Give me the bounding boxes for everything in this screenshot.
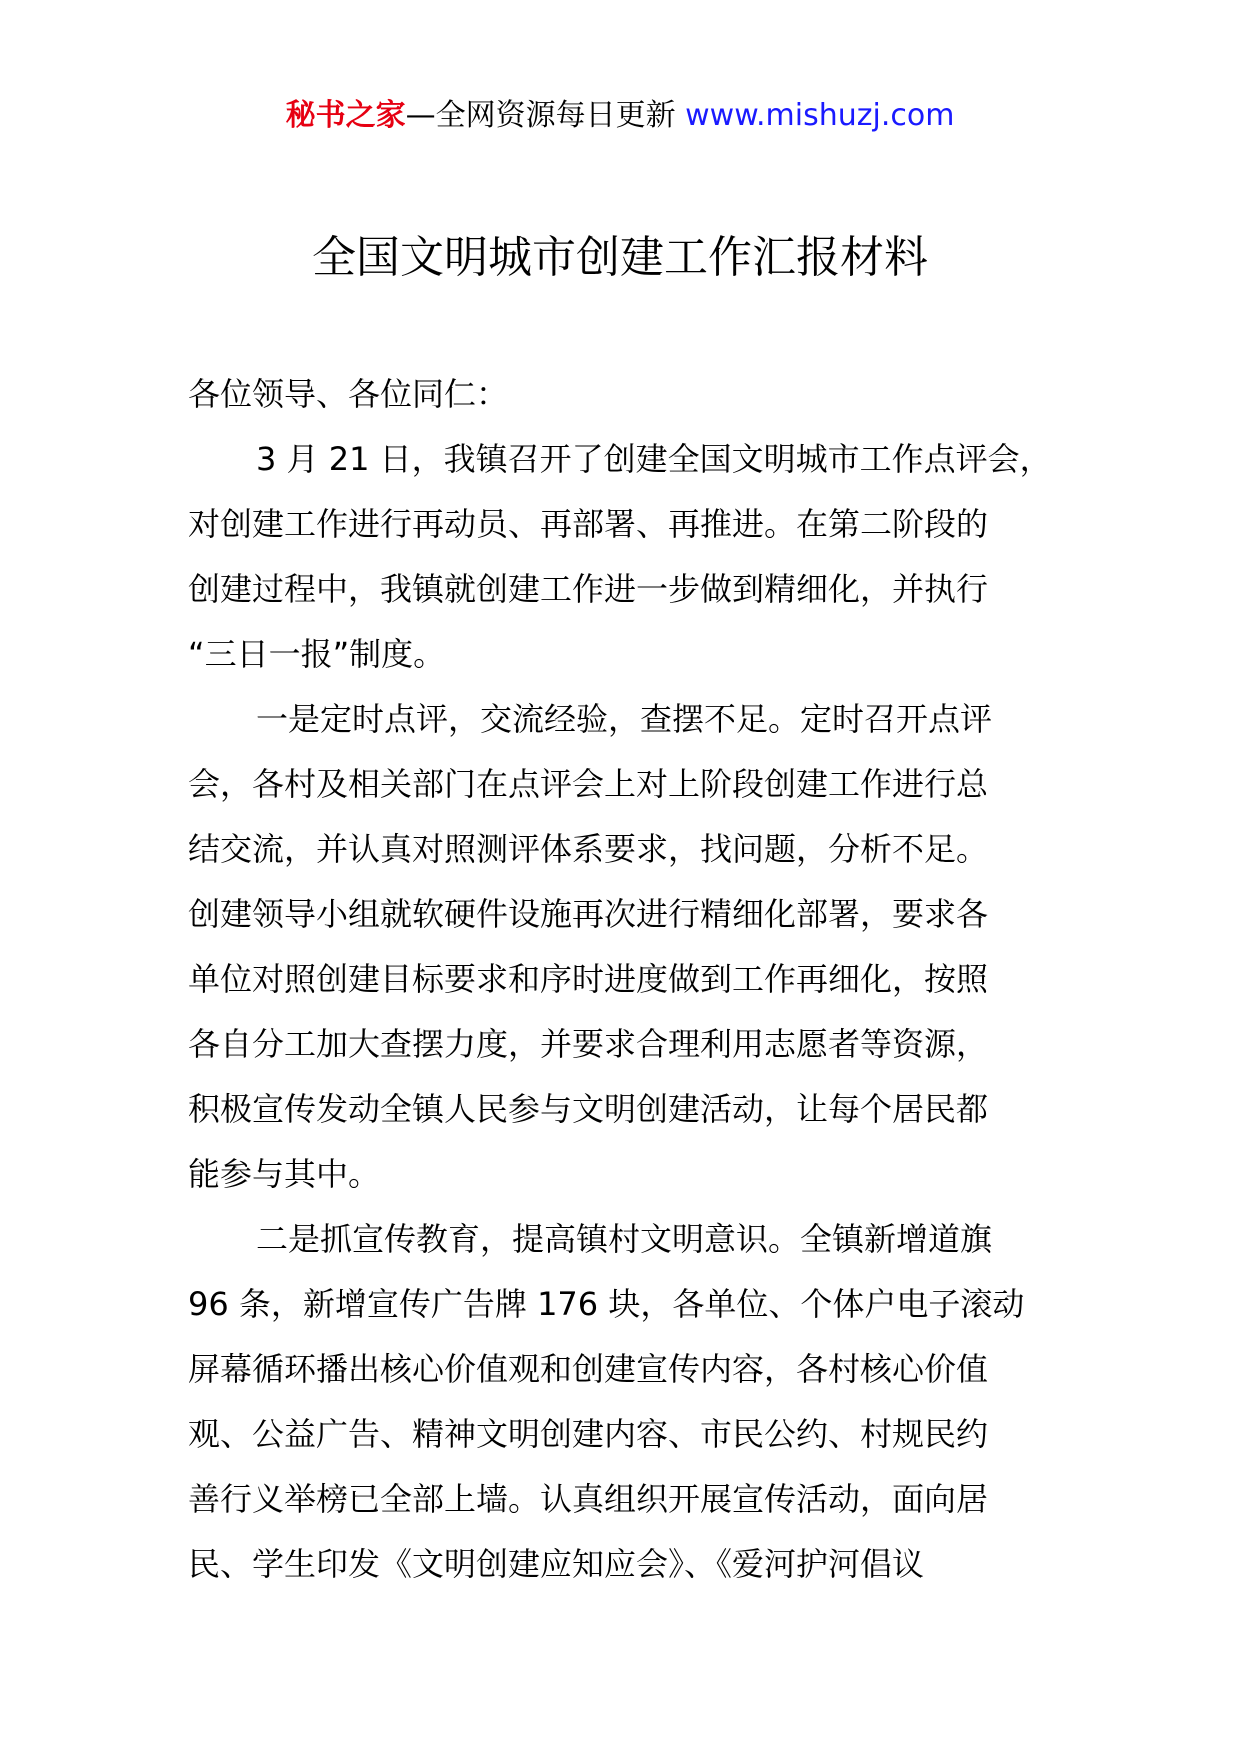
text-line: 能参与其中。: [188, 1155, 381, 1193]
document-title: 全国文明城市创建工作汇报材料: [312, 232, 928, 283]
text-line: 单位对照创建目标要求和序时进度做到工作再细化，按照: [188, 960, 989, 998]
text-line: “三日一报”制度。: [188, 635, 446, 673]
site-header: [0, 96, 1240, 136]
site-url-link[interactable]: www.mishuzj.com: [685, 98, 955, 133]
text-line: 结交流，并认真对照测评体系要求，找问题，分析不足。: [188, 830, 989, 868]
paragraph: [188, 427, 1088, 687]
paragraph: [188, 1207, 1088, 1597]
text-line: 善行义举榜已全部上墙。认真组织开展宣传活动，面向居: [188, 1480, 989, 1518]
text-line: 创建领导小组就软硬件设施再次进行精细化部署，要求各: [188, 895, 989, 933]
text-line: 对创建工作进行再动员、再部署、再推进。在第二阶段的: [188, 505, 989, 543]
salutation: 各位领导、各位同仁：: [188, 375, 509, 413]
site-tagline: —全网资源每日更新: [405, 98, 676, 133]
paragraph: [188, 687, 1088, 1207]
text-line: 96 条，新增宣传广告牌 176 块，各单位、个体户电子滚动: [188, 1285, 1025, 1323]
text-line: 会，各村及相关部门在点评会上对上阶段创建工作进行总: [188, 765, 989, 803]
text-line: 屏幕循环播出核心价值观和创建宣传内容，各村核心价值: [188, 1350, 989, 1388]
text-line: 3 月 21 日，我镇召开了创建全国文明城市工作点评会，: [256, 440, 1052, 478]
text-line: 观、公益广告、精神文明创建内容、市民公约、村规民约: [188, 1415, 989, 1453]
text-line: 民、学生印发《文明创建应知应会》、《爱河护河倡议: [188, 1545, 925, 1583]
site-brand: 秘书之家: [285, 98, 406, 133]
text-line: 积极宣传发动全镇人民参与文明创建活动，让每个居民都: [188, 1090, 989, 1128]
document-body: [188, 362, 1088, 1597]
text-line: 二是抓宣传教育，提高镇村文明意识。全镇新增道旗: [256, 1220, 993, 1258]
text-line: 各自分工加大查摆力度，并要求合理利用志愿者等资源，: [188, 1025, 989, 1063]
text-line: 创建过程中，我镇就创建工作进一步做到精细化，并执行: [188, 570, 989, 608]
text-line: 一是定时点评，交流经验，查摆不足。定时召开点评: [256, 700, 993, 738]
